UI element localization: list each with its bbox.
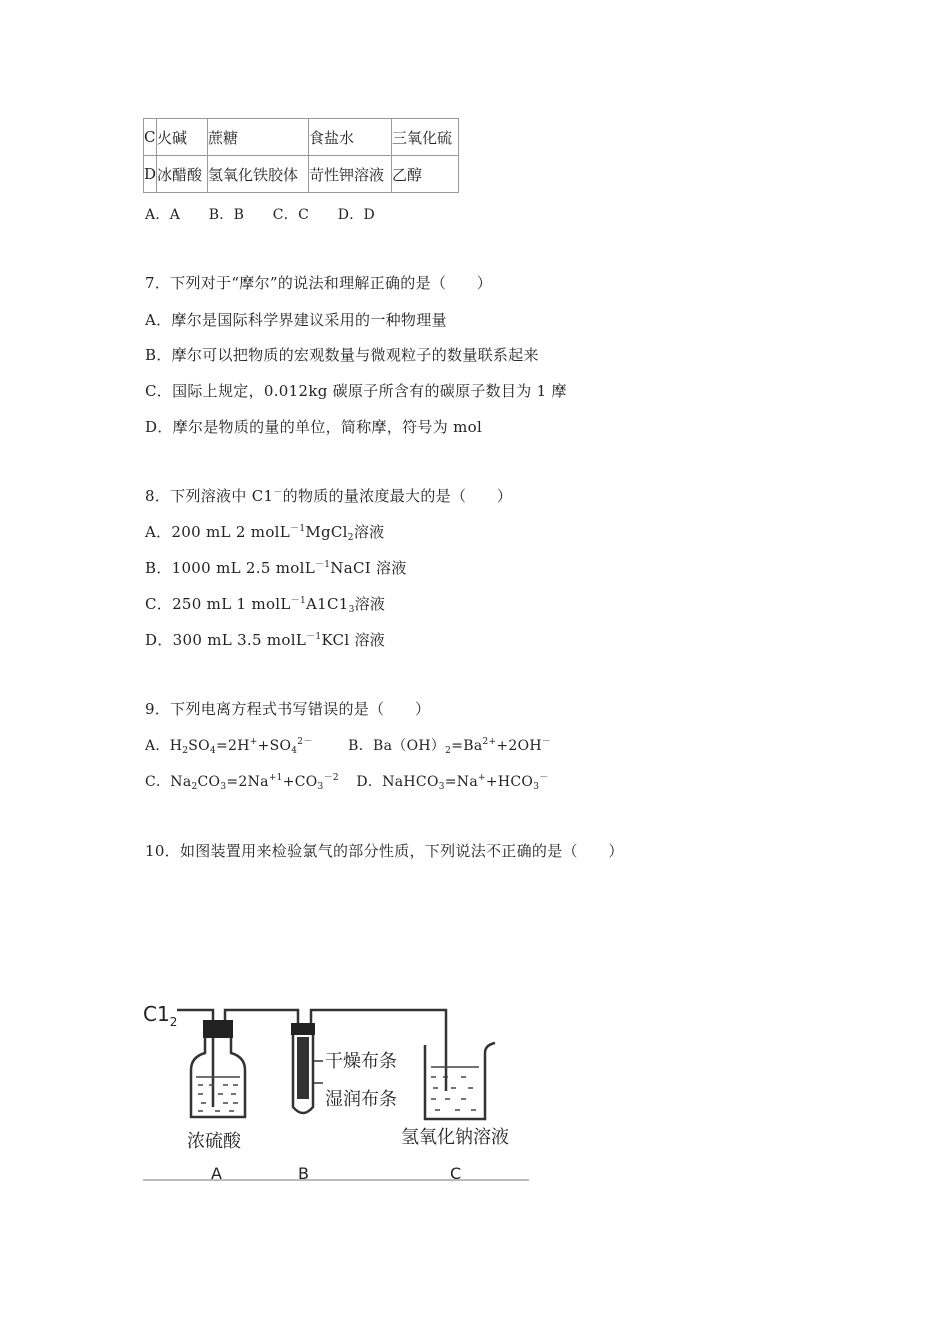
- q9-options-cd: [145, 770, 549, 792]
- text: D．NaHCO: [356, 774, 439, 790]
- subscript: 2: [191, 782, 198, 792]
- text: KCl 溶液: [321, 631, 386, 649]
- text: 溶液: [354, 595, 386, 613]
- table-cell: 火碱: [157, 119, 208, 156]
- table-cell: 氢氧化铁胶体: [208, 156, 309, 193]
- text: D．300 mL 3.5 molL: [145, 631, 307, 649]
- q10-stem: 10．如图装置用来检验氯气的部分性质，下列说法不正确的是（ ）: [145, 842, 624, 860]
- superscript: －1: [290, 524, 306, 534]
- text: =Ba: [451, 738, 483, 754]
- subscript: 4: [209, 746, 216, 756]
- text: =2H: [215, 738, 250, 754]
- superscript: +: [478, 773, 486, 783]
- text: B．1000 mL 2.5 molL: [145, 559, 315, 577]
- text: 溶液: [353, 523, 385, 541]
- superscript: +1: [268, 773, 283, 783]
- table-cell: C: [144, 119, 157, 156]
- superscript: －1: [290, 596, 306, 606]
- q8-option-b: [145, 557, 407, 578]
- text: +HCO: [485, 774, 534, 790]
- dry-cloth-label: 干燥布条: [325, 1051, 397, 1072]
- text: C．Na: [145, 774, 192, 790]
- text: A．200 mL 2 molL: [145, 523, 291, 541]
- wet-cloth-label: 湿润布条: [325, 1089, 397, 1110]
- superscript: －2: [323, 773, 339, 783]
- text: SO: [188, 738, 210, 754]
- superscript: －: [541, 737, 552, 747]
- q6-answer-options: A．A B．B C．C D．D: [145, 207, 376, 223]
- q8-option-c: [145, 593, 385, 615]
- superscript: －1: [314, 560, 331, 570]
- subscript: 2: [445, 746, 452, 756]
- bottle-a-liquid: [196, 1077, 240, 1111]
- table-cell: 食盐水: [309, 119, 392, 156]
- letter-b: B: [298, 1164, 309, 1183]
- subscript: 2: [347, 533, 354, 543]
- q7-option-d: D．摩尔是物质的量的单位，简称摩，符号为 mol: [145, 418, 483, 436]
- q7-stem: 7．下列对于“摩尔”的说法和理解正确的是（ ）: [145, 274, 493, 292]
- apparatus-figure: [143, 995, 533, 1185]
- subscript: 3: [438, 782, 445, 792]
- subscript: 4: [291, 746, 298, 756]
- subscript: 3: [348, 605, 355, 615]
- q8-option-d: [145, 629, 385, 650]
- text: CO: [197, 774, 221, 790]
- beaker-c: [425, 1043, 495, 1119]
- text: +2OH: [496, 738, 542, 754]
- table-cell: 苛性钾溶液: [309, 156, 392, 193]
- q8-stem: [145, 485, 512, 506]
- q7-option-a: A．摩尔是国际科学界建议采用的一种物理量: [145, 311, 447, 329]
- subscript: 2: [182, 746, 189, 756]
- subscript: 3: [317, 782, 324, 792]
- sodium-hydroxide-label: 氢氧化钠溶液: [401, 1127, 509, 1148]
- subscript: 3: [533, 782, 540, 792]
- text: C．250 mL 1 molL: [145, 595, 291, 613]
- letter-a: A: [211, 1164, 222, 1183]
- conc-sulfuric-acid-label: 浓硫酸: [187, 1131, 241, 1152]
- pipe-a-to-b: [225, 1010, 298, 1029]
- cloth-strips: [297, 1037, 309, 1099]
- bottle-a: [191, 1020, 245, 1117]
- table-cell: 乙醇: [392, 156, 459, 193]
- superscript: 2+: [482, 737, 497, 747]
- table-cell: 蔗糖: [208, 119, 309, 156]
- text: A1C1: [305, 595, 349, 613]
- text: A．H: [145, 738, 183, 754]
- superscript: －1: [306, 632, 322, 642]
- superscript: 2－: [297, 737, 313, 747]
- q9-stem: 9．下列电离方程式书写错误的是（ ）: [145, 700, 431, 718]
- drying-tube-b: [291, 1023, 323, 1113]
- q8-option-a: [145, 521, 384, 543]
- text: NaCI 溶液: [330, 559, 407, 577]
- text: +CO: [282, 774, 318, 790]
- bottle-a-stopper: [203, 1020, 233, 1038]
- letter-c: C: [450, 1164, 462, 1183]
- q7-option-c: C．国际上规定，0.012kg 碳原子所含有的碳原子数目为 1 摩: [145, 382, 567, 400]
- table-row: [144, 119, 459, 156]
- text: +SO: [257, 738, 292, 754]
- text: MgCl: [305, 523, 348, 541]
- q9-options-ab: [145, 734, 551, 756]
- cl2-label: $C1_2$: [143, 1002, 178, 1029]
- superscript: －: [273, 488, 283, 498]
- text: 的物质的量浓度最大的是（ ）: [282, 487, 513, 505]
- table-cell: 冰醋酸: [157, 156, 208, 193]
- table-cell: 三氧化硫: [392, 119, 459, 156]
- text: =2Na: [226, 774, 269, 790]
- table-row: [144, 156, 459, 193]
- subscript: 3: [220, 782, 227, 792]
- superscript: +: [249, 737, 258, 747]
- text: 8．下列溶液中 C1: [145, 487, 274, 505]
- options-table: [143, 118, 459, 193]
- text: =Na: [444, 774, 478, 790]
- q7-option-b: B．摩尔可以把物质的宏观数量与微观粒子的数量联系起来: [145, 346, 539, 364]
- table-cell: D: [144, 156, 157, 193]
- text: B．Ba（OH）: [348, 738, 446, 754]
- superscript: －: [539, 773, 549, 783]
